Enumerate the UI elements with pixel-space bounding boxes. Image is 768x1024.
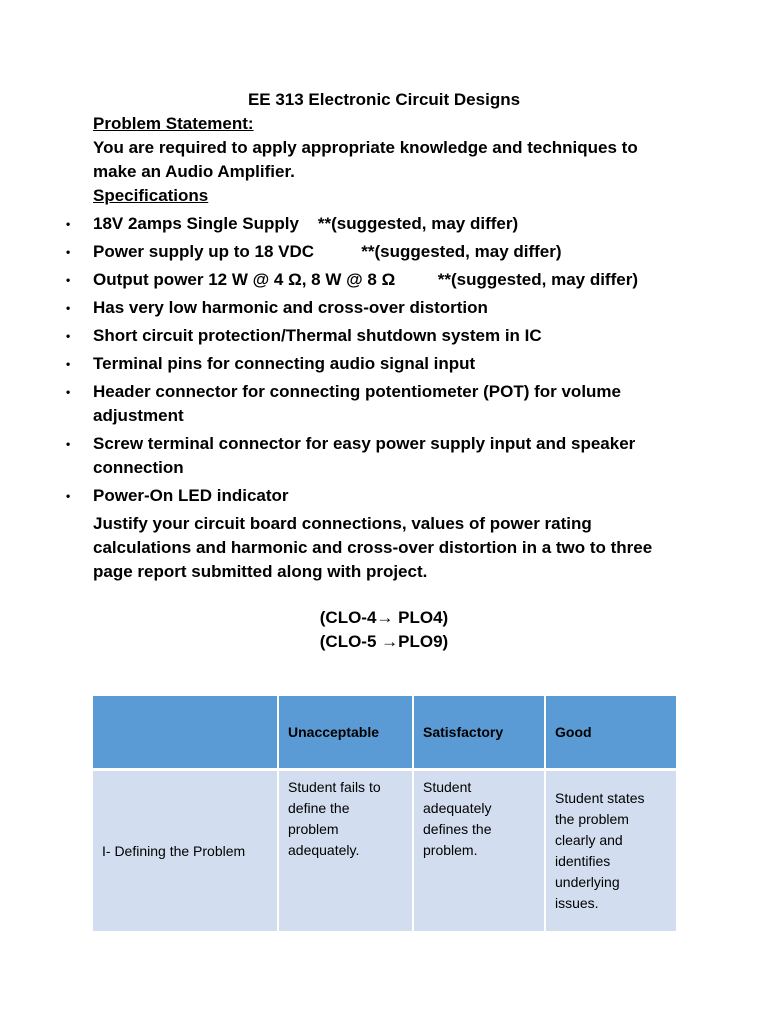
spec-item	[66, 268, 683, 292]
bullet-icon: •	[66, 437, 71, 451]
specifications-heading: Specifications	[93, 186, 209, 205]
rubric-header-unacceptable: Unacceptable	[278, 696, 413, 770]
table-row	[93, 770, 677, 933]
clo-mapping	[93, 606, 683, 654]
document-body	[66, 88, 683, 654]
problem-statement-heading: Problem Statement:	[93, 114, 254, 133]
bullet-icon: •	[66, 301, 71, 315]
document-title: EE 313 Electronic Circuit Designs	[247, 90, 521, 109]
bullet-icon: •	[66, 385, 71, 399]
spec-text: Has very low harmonic and cross-over distortion	[93, 298, 488, 317]
rubric-table	[93, 696, 678, 934]
justify-instructions: Justify your circuit board connections, values of power rating calculations and harmonic and cross-over distortion in a two to three page report submitted along with project.	[93, 514, 653, 581]
spec-item	[66, 324, 683, 348]
spec-text: Screw terminal connector for easy power supply input and speaker connection	[93, 434, 636, 477]
spec-text: Header connector for connecting potentiometer (POT) for volume adjustment	[93, 382, 621, 425]
spec-item	[66, 296, 683, 320]
rubric-header-satisfactory: Satisfactory	[413, 696, 545, 770]
bullet-icon: •	[66, 217, 71, 231]
spec-text: Power-On LED indicator	[93, 486, 289, 505]
spec-text: Output power 12 W @ 4 Ω, 8 W @ 8 Ω **(suggested, may differ)	[93, 270, 638, 289]
spec-item	[66, 352, 683, 376]
bullet-icon: •	[66, 245, 71, 259]
spec-text: Power supply up to 18 VDC **(suggested, may differ)	[93, 242, 562, 261]
spec-text: Terminal pins for connecting audio signal input	[93, 354, 476, 373]
spec-item	[66, 380, 683, 428]
bullet-icon: •	[66, 357, 71, 371]
spec-item	[66, 484, 683, 508]
bullet-icon: •	[66, 489, 71, 503]
spec-item	[66, 240, 683, 264]
rubric-good-cell: Student states the problem clearly and identifies underlying issues.	[545, 770, 677, 933]
spec-text: 18V 2amps Single Supply **(suggested, may differ)	[93, 214, 519, 233]
specifications-list	[66, 212, 683, 508]
clo-line: (CLO-4→ PLO4)	[319, 608, 449, 627]
spec-text: Short circuit protection/Thermal shutdown system in IC	[93, 326, 542, 345]
rubric-header-criterion	[93, 696, 278, 770]
rubric-header-row	[93, 696, 677, 770]
spec-item	[66, 432, 683, 480]
rubric-unacceptable-cell: Student fails to define the problem adequately.	[278, 770, 413, 933]
spec-item	[66, 212, 683, 236]
bullet-icon: •	[66, 273, 71, 287]
rubric-criterion-cell: I- Defining the Problem	[93, 770, 278, 933]
rubric-header-good: Good	[545, 696, 677, 770]
clo-line: (CLO-5 →PLO9)	[319, 632, 449, 651]
problem-statement-text: You are required to apply appropriate knowledge and techniques to make an Audio Amplifier.	[93, 138, 638, 181]
bullet-icon: •	[66, 329, 71, 343]
rubric-satisfactory-cell: Student adequately defines the problem.	[413, 770, 545, 933]
